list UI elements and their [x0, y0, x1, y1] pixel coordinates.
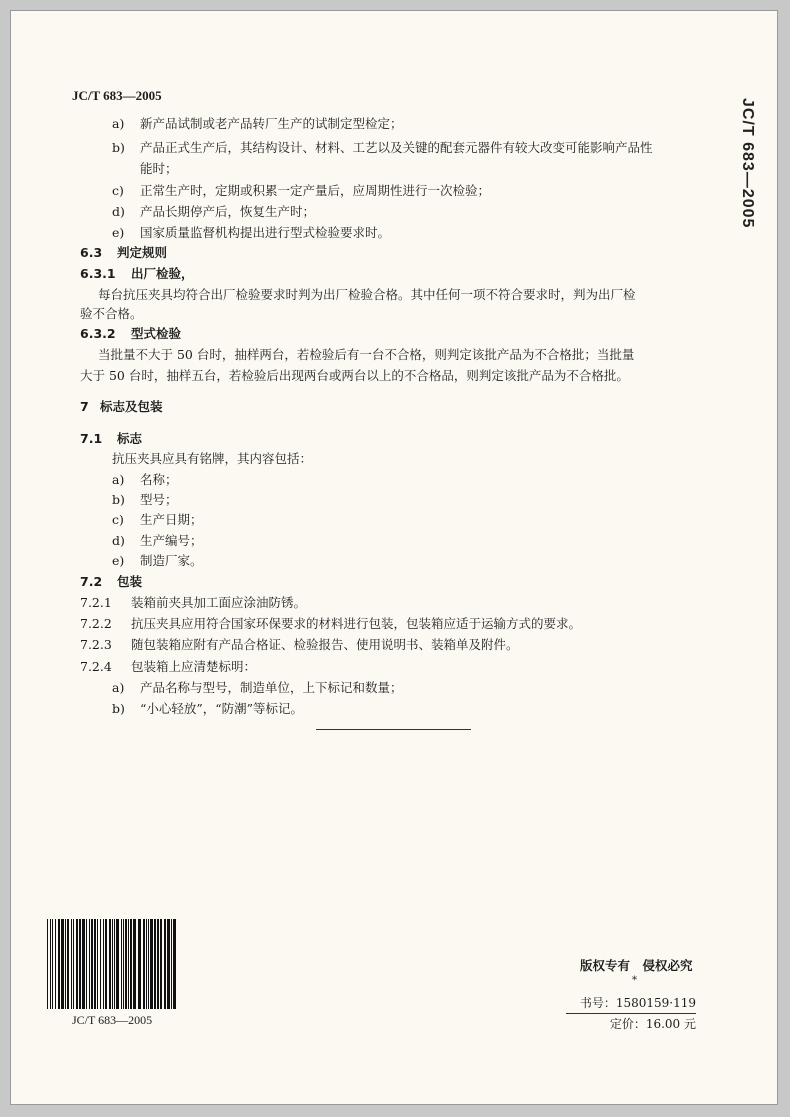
barcode-bar	[94, 919, 96, 1009]
barcode-bar	[150, 919, 153, 1009]
section-number: 6.3	[80, 245, 103, 260]
clause-text: 装箱前夹具加工面应涂油防锈。	[131, 595, 307, 610]
barcode-bar	[86, 919, 87, 1009]
list-item: 新产品试制或老产品转厂生产的试制定型检定；	[140, 116, 403, 131]
section-title: 出厂检验，	[131, 266, 194, 281]
barcode-bar	[67, 919, 69, 1009]
list-label: b)	[112, 492, 125, 507]
book-number: 书号：1580159·119	[566, 994, 696, 1014]
barcode-bar	[55, 919, 56, 1009]
barcode-bar	[121, 919, 122, 1009]
barcode-label: JC/T 683—2005	[72, 1013, 153, 1027]
section-number: 6.3.2	[80, 326, 116, 341]
list-item: 生产编号；	[140, 533, 203, 548]
list-label: a)	[112, 116, 125, 131]
list-item: “小心轻放”，“防潮”等标记。	[140, 701, 304, 716]
barcode-bar	[138, 919, 141, 1009]
list-item: 型号；	[140, 492, 178, 507]
barcode-bar	[112, 919, 113, 1009]
section-title: 判定规则	[117, 245, 168, 260]
clause-number: 7.2.1	[80, 595, 112, 610]
barcode-bar	[61, 919, 64, 1009]
section-number: 7.1	[80, 431, 103, 446]
section-number: 7	[80, 399, 89, 414]
barcode-bar	[157, 919, 159, 1009]
barcode-bar	[79, 919, 81, 1009]
price: 定价：16.00 元	[609, 1017, 696, 1031]
barcode-bar	[160, 919, 162, 1009]
barcode-bar	[125, 919, 127, 1009]
section-title: 包装	[117, 574, 143, 589]
barcode-bar	[143, 919, 145, 1009]
barcode-bar	[89, 919, 90, 1009]
list-label: b)	[112, 701, 125, 716]
barcode-bar	[133, 919, 136, 1009]
barcode-bar	[114, 919, 115, 1009]
barcode-bar	[50, 919, 51, 1009]
barcode-bar	[76, 919, 78, 1009]
paragraph: 当批量不大于 50 台时，抽样两台，若检验后有一台不合格，则判定该批产品为不合格批；当批量	[98, 347, 635, 362]
page-header-code: JC/T 683—2005	[72, 88, 162, 103]
clause-number: 7.2.3	[80, 637, 112, 652]
barcode-bar	[164, 919, 166, 1009]
clause-text: 随包装箱应附有产品合格证、检验报告、使用说明书、装箱单及附件。	[131, 637, 519, 652]
paragraph-cont: 大于 50 台时，抽样五台，若检验后出现两台或两台以上的不合格品，则判定该批产品为不合格批。	[80, 368, 629, 383]
list-label: e)	[112, 553, 125, 568]
barcode-bar	[52, 919, 53, 1009]
barcode-bar	[154, 919, 156, 1009]
paragraph: 抗压夹具应具有铭牌，其内容包括：	[112, 451, 313, 466]
list-item: 名称；	[140, 472, 178, 487]
copyright-notice: 版权专有 侵权必究	[580, 958, 693, 973]
clause-number: 7.2.2	[80, 616, 112, 631]
clause-number: 7.2.4	[80, 659, 112, 674]
barcode-bar	[148, 919, 149, 1009]
list-item: 生产日期；	[140, 512, 203, 527]
star-mark: *	[632, 975, 637, 986]
barcode-bar	[109, 919, 111, 1009]
list-label: e)	[112, 225, 125, 240]
paragraph: 每台抗压夹具均符合出厂检验要求时判为出厂检验合格。其中任何一项不符合要求时，判为出厂检	[98, 287, 636, 302]
barcode-bar	[47, 919, 48, 1009]
barcode-bar	[128, 919, 129, 1009]
barcode-bar	[130, 919, 132, 1009]
list-item: 产品正式生产后，其结构设计、材料、工艺以及关键的配套元器件有较大改变可能影响产品性	[140, 140, 653, 155]
section-title: 标志及包装	[100, 399, 163, 414]
section-number: 6.3.1	[80, 266, 116, 281]
barcode-bar	[116, 919, 119, 1009]
list-label: a)	[112, 680, 125, 695]
barcode-bar	[167, 919, 170, 1009]
list-label: d)	[112, 204, 125, 219]
barcode-bar	[73, 919, 74, 1009]
list-label: b)	[112, 140, 125, 155]
barcode-bar	[173, 919, 176, 1009]
list-item: 国家质量监督机构提出进行型式检验要求时。	[140, 225, 391, 240]
barcode-image	[45, 919, 177, 1009]
barcode-bar	[100, 919, 101, 1009]
clause-text: 包装箱上应清楚标明：	[131, 659, 257, 674]
barcode-bar	[105, 919, 107, 1009]
section-title: 标志	[117, 431, 143, 446]
barcode-bar	[97, 919, 98, 1009]
barcode-bar	[123, 919, 124, 1009]
list-label: c)	[112, 512, 124, 527]
clause-text: 抗压夹具应用符合国家环保要求的材料进行包装，包装箱应适于运输方式的要求。	[131, 616, 582, 631]
list-label: d)	[112, 533, 125, 548]
list-item: 制造厂家。	[140, 553, 203, 568]
section-number: 7.2	[80, 574, 103, 589]
list-item: 正常生产时，定期或积累一定产量后，应周期性进行一次检验；	[140, 183, 491, 198]
section-title: 型式检验	[131, 326, 182, 341]
barcode-bar	[82, 919, 85, 1009]
list-item-cont: 能时；	[140, 161, 178, 176]
side-standard-code: JC/T 683—2005	[739, 98, 756, 229]
barcode-bar	[103, 919, 104, 1009]
list-label: a)	[112, 472, 125, 487]
barcode-bar	[146, 919, 147, 1009]
list-item: 产品长期停产后，恢复生产时；	[140, 204, 316, 219]
barcode-bar	[58, 919, 60, 1009]
barcode-bar	[91, 919, 93, 1009]
list-item: 产品名称与型号，制造单位，上下标记和数量；	[140, 680, 403, 695]
paragraph-cont: 验不合格。	[80, 306, 143, 321]
barcode-bar	[171, 919, 172, 1009]
barcode-bar	[65, 919, 66, 1009]
end-rule	[316, 729, 471, 730]
list-label: c)	[112, 183, 124, 198]
barcode-bar	[71, 919, 72, 1009]
